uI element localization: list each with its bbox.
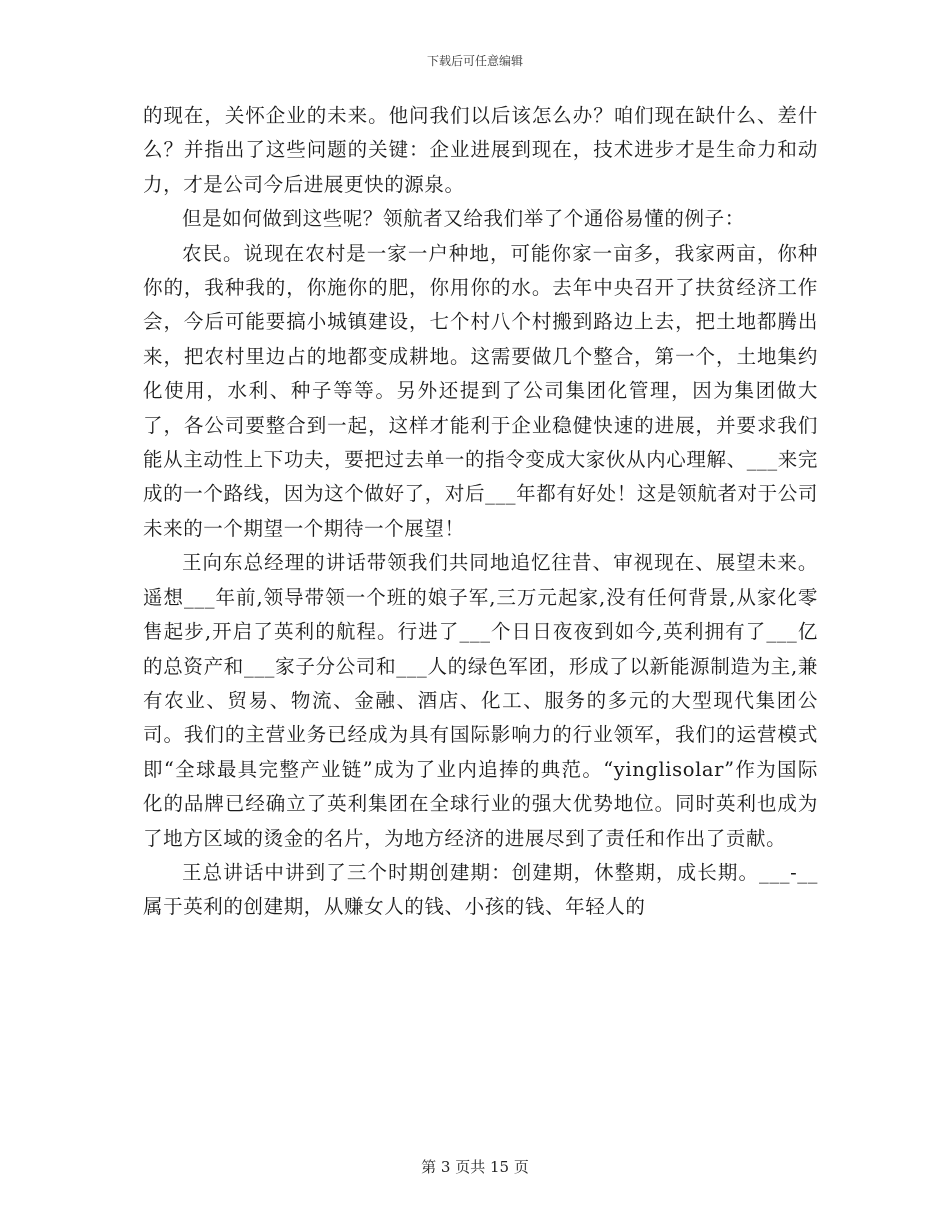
paragraph-5: 王总讲话中讲到了三个时期创建期：创建期，休整期，成长期。___-__属于英利的创建期，从赚女人的钱、小孩的钱、年轻人的 [143, 860, 818, 919]
paragraph-1: 的现在，关怀企业的未来。他问我们以后该怎么办？咱们现在缺什么、差什么？并指出了这些问题的关键：企业进展到现在，技术进步才是生命力和动力，才是公司今后进展更快的源泉。 [143, 104, 818, 196]
page-number-footer: 第 3 页共 15 页 [421, 1158, 529, 1176]
paragraph-2: 但是如何做到这些呢？领航者又给我们举了个通俗易懂的例子： [182, 207, 745, 231]
paragraph-3: 农民。说现在农村是一家一户种地，可能你家一亩多，我家两亩，你种你的，我种我的，你施你的肥，你用你的水。去年中央召开了扶贫经济工作会，今后可能要搞小城镇建设，七个村八个村搬到路边上去，把土地都腾出来，把农村里边占的地都变成耕地。这需要做几个整合，第一个，土地集约化使用，水利、种子等等。另外还提到了公司集团化管理，因为集团做大了，各公司要整合到一起，这样才能利于企业稳健快速的进展，并要求我们能从主动性上下功夫，要把过去单一的指令变成大家伙从内心理解、___来完成的一个路线，因为这个做好了，对后___年都有好处！这是领航者对于公司未来的一个期望一个期待一个展望！ [143, 241, 818, 540]
page-header: 下载后可任意编辑 [426, 54, 523, 68]
paragraph-4: 王向东总经理的讲话带领我们共同地追忆往昔、审视现在、展望未来。遥想___年前,领导带领一个班的娘子军,三万元起家,没有任何背景,从家化零售起步,开启了英利的航程。行进了___个日日夜夜到如今,英利拥有了___亿的总资产和___家子分公司和___人的绿色军团，形成了以新能源制造为主,兼有农业、贸易、物流、金融、酒店、化工、服务的多元的大型现代集团公司。我们的主营业务已经成为具有国际影响力的行业领军，我们的运营模式即“全球最具完整产业链”成为了业内追捧的典范。“yinglisolar”作为国际化的品牌已经确立了英利集团在全球行业的强大优势地位。同时英利也成为了地方区域的烫金的名片，为地方经济的进展尽到了责任和作出了贡献。 [143, 551, 818, 850]
document-body [143, 99, 818, 925]
